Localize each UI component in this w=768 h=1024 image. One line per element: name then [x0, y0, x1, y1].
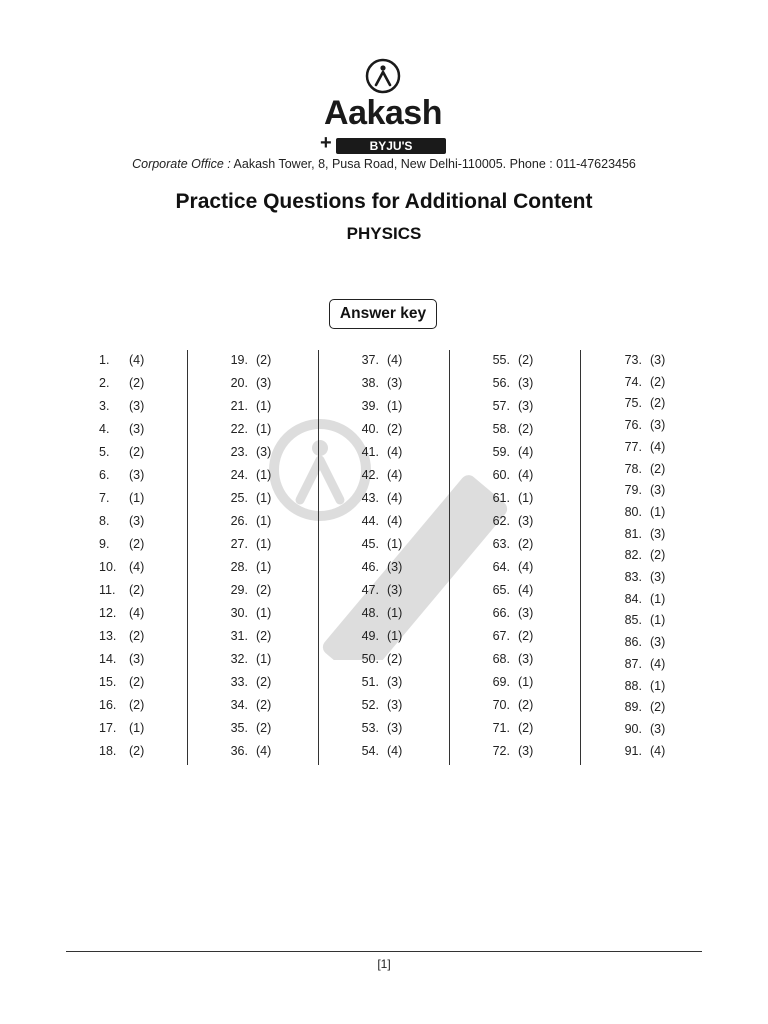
question-number: 13. — [99, 629, 117, 643]
answer-option: (3) — [518, 744, 534, 758]
answer-row — [355, 741, 402, 761]
question-number: 58. — [492, 422, 510, 436]
answer-row — [355, 672, 402, 692]
answer-option: (2) — [518, 422, 534, 436]
answer-option: (2) — [650, 700, 666, 715]
answer-option: (1) — [387, 399, 403, 413]
answer-option: (1) — [256, 399, 272, 413]
page-number: [1] — [377, 957, 391, 971]
question-number: 11. — [99, 583, 116, 597]
question-number: 34. — [230, 698, 248, 712]
answer-option: (2) — [129, 675, 145, 689]
answer-option: (1) — [129, 721, 145, 735]
answer-option: (3) — [256, 445, 272, 459]
question-number: 75. — [624, 396, 642, 411]
answer-option: (2) — [518, 353, 534, 367]
footer-divider — [66, 951, 702, 952]
answer-row — [355, 626, 402, 646]
question-number: 57. — [492, 399, 510, 413]
answer-option: (2) — [518, 537, 534, 551]
answer-option: (2) — [129, 744, 145, 758]
question-number: 37. — [361, 353, 379, 367]
answer-row — [618, 524, 665, 544]
question-number: 71. — [492, 721, 510, 735]
answer-row — [486, 419, 533, 439]
answer-row — [486, 557, 533, 577]
question-number: 19. — [230, 353, 248, 367]
question-number: 22. — [230, 422, 248, 436]
answer-option: (2) — [518, 698, 534, 712]
office-label: Corporate Office : — [132, 157, 231, 171]
answer-option: (1) — [387, 537, 403, 551]
question-number: 76. — [624, 418, 642, 433]
question-number: 77. — [624, 439, 642, 454]
answer-row — [99, 557, 144, 577]
answer-option: (4) — [129, 606, 145, 620]
question-number: 42. — [361, 468, 379, 482]
question-number: 62. — [492, 514, 510, 528]
page-title: Practice Questions for Additional Content — [175, 190, 593, 213]
answer-row — [224, 396, 271, 416]
answer-option: (2) — [256, 353, 272, 367]
answer-row — [99, 672, 144, 692]
answer-row — [618, 567, 665, 587]
question-number: 18. — [99, 744, 117, 758]
question-number: 64. — [492, 560, 510, 574]
answer-row — [486, 672, 533, 692]
answer-row — [486, 373, 533, 393]
answer-option: (3) — [518, 376, 534, 390]
answer-option: (3) — [518, 514, 534, 528]
question-number: 39. — [361, 399, 379, 413]
question-number: 61. — [492, 491, 510, 505]
answer-option: (4) — [387, 491, 403, 505]
question-number: 10. — [99, 560, 117, 574]
question-number: 63. — [492, 537, 510, 551]
answer-row — [355, 557, 402, 577]
answer-row — [618, 393, 665, 413]
question-number: 35. — [230, 721, 248, 735]
answer-option: (4) — [387, 744, 403, 758]
question-number: 28. — [230, 560, 248, 574]
question-number: 12. — [99, 606, 117, 620]
answer-row — [486, 350, 533, 370]
column-divider — [187, 350, 188, 765]
question-number: 81. — [624, 526, 642, 541]
answer-option: (3) — [650, 526, 666, 541]
answer-row — [618, 437, 665, 457]
answer-option: (3) — [129, 399, 145, 413]
question-number: 26. — [230, 514, 248, 528]
answer-row — [224, 511, 271, 531]
answer-row — [618, 372, 665, 392]
question-number: 67. — [492, 629, 510, 643]
answer-row — [618, 589, 665, 609]
answer-option: (1) — [256, 491, 272, 505]
answer-option: (2) — [256, 721, 272, 735]
answer-row — [99, 626, 144, 646]
answer-option: (2) — [256, 675, 272, 689]
answer-option: (3) — [387, 675, 403, 689]
question-number: 52. — [361, 698, 379, 712]
question-number: 60. — [492, 468, 510, 482]
answer-option: (3) — [129, 514, 145, 528]
answer-option: (3) — [650, 721, 666, 736]
answer-row — [99, 396, 144, 416]
column-divider — [449, 350, 450, 765]
answer-option: (2) — [256, 629, 272, 643]
answer-row — [486, 442, 533, 462]
answer-option: (2) — [129, 537, 145, 551]
answer-option: (1) — [256, 537, 272, 551]
question-number: 32. — [230, 652, 248, 666]
question-number: 87. — [624, 656, 642, 671]
answer-row — [99, 741, 144, 761]
question-number: 89. — [624, 700, 642, 715]
answer-option: (2) — [387, 652, 403, 666]
question-number: 9. — [99, 537, 110, 551]
answer-option: (3) — [518, 652, 534, 666]
answer-option: (3) — [387, 698, 403, 712]
question-number: 41. — [361, 445, 379, 459]
column-divider — [318, 350, 319, 765]
question-number: 7. — [99, 491, 110, 505]
corporate-office-line — [0, 157, 768, 171]
answer-option: (4) — [650, 656, 666, 671]
answer-row — [99, 511, 144, 531]
question-number: 59. — [492, 445, 510, 459]
answer-row — [99, 534, 144, 554]
answer-row — [618, 741, 665, 761]
answer-key-label: Answer key — [329, 299, 437, 329]
plus-icon: + — [320, 132, 332, 154]
answer-row — [224, 350, 271, 370]
answer-option: (1) — [129, 491, 145, 505]
question-number: 3. — [99, 399, 110, 413]
question-number: 79. — [624, 483, 642, 498]
answer-option: (3) — [650, 570, 666, 584]
answer-row — [618, 719, 665, 739]
answer-row — [618, 415, 665, 435]
answer-row — [224, 580, 271, 600]
answer-row — [355, 695, 402, 715]
answer-row — [224, 465, 271, 485]
answer-option: (4) — [518, 445, 534, 459]
question-number: 66. — [492, 606, 510, 620]
answer-option: (2) — [650, 396, 666, 411]
answer-option: (3) — [650, 635, 666, 650]
answer-row — [99, 373, 144, 393]
answer-row — [224, 695, 271, 715]
answer-row — [99, 649, 144, 669]
answer-option: (1) — [650, 613, 666, 628]
answer-row — [486, 626, 533, 646]
answer-row — [99, 580, 144, 600]
answer-option: (3) — [129, 468, 145, 482]
question-number: 80. — [624, 504, 642, 519]
answer-row — [486, 396, 533, 416]
question-number: 72. — [492, 744, 510, 758]
answer-row — [618, 654, 665, 674]
answer-option: (1) — [256, 560, 272, 574]
question-number: 85. — [624, 613, 642, 628]
answer-row — [355, 488, 402, 508]
answer-row — [355, 580, 402, 600]
aakash-logo — [318, 58, 448, 158]
answer-option: (3) — [387, 376, 403, 390]
question-number: 27. — [230, 537, 248, 551]
answer-option: (3) — [129, 422, 145, 436]
answer-option: (1) — [650, 678, 666, 693]
question-number: 4. — [99, 422, 110, 436]
question-number: 38. — [361, 376, 379, 390]
answer-row — [486, 511, 533, 531]
question-number: 43. — [361, 491, 379, 505]
answer-option: (4) — [387, 445, 403, 459]
answer-option: (3) — [387, 583, 403, 597]
question-number: 36. — [230, 744, 248, 758]
answer-row — [224, 603, 271, 623]
answer-row — [486, 488, 533, 508]
answer-row — [355, 350, 402, 370]
answer-row — [99, 442, 144, 462]
question-number: 20. — [230, 376, 248, 390]
answer-row — [355, 465, 402, 485]
question-number: 5. — [99, 445, 110, 459]
answer-option: (4) — [387, 468, 403, 482]
question-number: 88. — [624, 678, 642, 693]
logo-wordmark: Aakash — [324, 94, 442, 132]
answer-row — [486, 534, 533, 554]
question-number: 1. — [99, 353, 110, 367]
question-number: 54. — [361, 744, 379, 758]
answer-row — [224, 672, 271, 692]
question-number: 90. — [624, 721, 642, 736]
question-number: 29. — [230, 583, 248, 597]
answer-row — [224, 534, 271, 554]
question-number: 24. — [230, 468, 248, 482]
answer-row — [224, 741, 271, 761]
question-number: 30. — [230, 606, 248, 620]
question-number: 17. — [99, 721, 117, 735]
answer-option: (2) — [129, 698, 145, 712]
answer-row — [355, 534, 402, 554]
answer-row — [224, 488, 271, 508]
answer-row — [224, 718, 271, 738]
question-number: 74. — [624, 374, 642, 389]
question-number: 14. — [99, 652, 117, 666]
answer-row — [618, 350, 665, 370]
answer-row — [224, 442, 271, 462]
answer-option: (1) — [650, 504, 666, 519]
question-number: 73. — [624, 353, 642, 367]
answer-option: (1) — [518, 491, 534, 505]
answer-row — [618, 502, 665, 522]
answer-option: (2) — [129, 583, 145, 597]
answer-row — [486, 695, 533, 715]
answer-option: (3) — [129, 652, 145, 666]
answer-option: (1) — [256, 422, 272, 436]
answer-row — [618, 545, 665, 565]
answer-option: (1) — [650, 591, 666, 606]
question-number: 15. — [99, 675, 117, 689]
answer-option: (1) — [256, 606, 272, 620]
answer-option: (1) — [256, 514, 272, 528]
answer-row — [355, 649, 402, 669]
answer-row — [99, 465, 144, 485]
question-number: 8. — [99, 514, 110, 528]
answer-row — [355, 442, 402, 462]
question-number: 69. — [492, 675, 510, 689]
question-number: 6. — [99, 468, 110, 482]
byjus-badge: BYJU'S — [336, 138, 446, 154]
answer-row — [224, 373, 271, 393]
answer-option: (2) — [518, 721, 534, 735]
answer-row — [99, 350, 144, 370]
answer-row — [618, 459, 665, 479]
answer-row — [618, 676, 665, 696]
answer-option: (2) — [129, 445, 145, 459]
question-number: 2. — [99, 376, 110, 390]
answer-option: (2) — [387, 422, 403, 436]
answer-option: (4) — [129, 353, 145, 367]
question-number: 51. — [361, 675, 379, 689]
answer-row — [355, 511, 402, 531]
question-number: 46. — [361, 560, 379, 574]
answer-option: (1) — [256, 652, 272, 666]
answer-option: (3) — [650, 353, 666, 367]
question-number: 68. — [492, 652, 510, 666]
question-number: 48. — [361, 606, 379, 620]
answer-row — [355, 718, 402, 738]
answer-row — [618, 632, 665, 652]
answer-option: (4) — [387, 353, 403, 367]
answer-row — [99, 718, 144, 738]
answer-option: (3) — [650, 418, 666, 433]
answer-option: (3) — [650, 483, 666, 498]
answer-row — [224, 419, 271, 439]
answer-option: (3) — [518, 606, 534, 620]
question-number: 23. — [230, 445, 248, 459]
question-number: 33. — [230, 675, 248, 689]
question-number: 86. — [624, 635, 642, 650]
answer-option: (2) — [129, 376, 145, 390]
answer-option: (4) — [387, 514, 403, 528]
answer-row — [99, 603, 144, 623]
answer-option: (1) — [387, 606, 403, 620]
question-number: 16. — [99, 698, 117, 712]
question-number: 65. — [492, 583, 510, 597]
answer-option: (2) — [650, 461, 666, 476]
answer-option: (3) — [387, 560, 403, 574]
question-number: 47. — [361, 583, 379, 597]
answer-option: (2) — [650, 374, 666, 389]
question-number: 25. — [230, 491, 248, 505]
answer-row — [224, 557, 271, 577]
subject-heading: PHYSICS — [346, 224, 422, 243]
question-number: 44. — [361, 514, 379, 528]
question-number: 83. — [624, 570, 642, 584]
answer-option: (2) — [256, 583, 272, 597]
question-number: 55. — [492, 353, 510, 367]
answer-option: (1) — [518, 675, 534, 689]
question-number: 50. — [361, 652, 379, 666]
question-number: 78. — [624, 461, 642, 476]
answer-option: (3) — [256, 376, 272, 390]
answer-option: (4) — [518, 468, 534, 482]
answer-row — [486, 741, 533, 761]
answer-option: (2) — [129, 629, 145, 643]
aakash-emblem-icon — [365, 58, 401, 94]
answer-option: (2) — [518, 629, 534, 643]
answer-row — [486, 603, 533, 623]
answer-row — [99, 488, 144, 508]
question-number: 70. — [492, 698, 510, 712]
answer-row — [486, 580, 533, 600]
answer-row — [618, 480, 665, 500]
question-number: 31. — [230, 629, 248, 643]
answer-option: (1) — [387, 629, 403, 643]
answer-row — [99, 695, 144, 715]
question-number: 82. — [624, 548, 642, 563]
answer-row — [486, 465, 533, 485]
column-divider — [580, 350, 581, 765]
answer-row — [224, 626, 271, 646]
answer-row — [486, 718, 533, 738]
answer-row — [355, 373, 402, 393]
answer-option: (4) — [129, 560, 145, 574]
answer-option: (4) — [518, 583, 534, 597]
answer-option: (3) — [387, 721, 403, 735]
question-number: 91. — [624, 743, 642, 758]
answer-row — [99, 419, 144, 439]
question-number: 56. — [492, 376, 510, 390]
answer-option: (1) — [256, 468, 272, 482]
answer-option: (4) — [256, 744, 272, 758]
question-number: 21. — [230, 399, 248, 413]
answer-row — [355, 603, 402, 623]
answer-row — [355, 419, 402, 439]
answer-option: (2) — [650, 548, 666, 563]
answer-option: (4) — [650, 439, 666, 454]
answer-row — [355, 396, 402, 416]
question-number: 40. — [361, 422, 379, 436]
answer-row — [618, 610, 665, 630]
question-number: 53. — [361, 721, 379, 735]
answer-row — [618, 697, 665, 717]
answer-option: (2) — [256, 698, 272, 712]
answer-row — [486, 649, 533, 669]
answer-option: (4) — [650, 743, 666, 758]
office-address: Aakash Tower, 8, Pusa Road, New Delhi-110005. Phone : 011-47623456 — [230, 157, 636, 171]
answer-option: (3) — [518, 399, 534, 413]
question-number: 45. — [361, 537, 379, 551]
answer-option: (4) — [518, 560, 534, 574]
question-number: 49. — [361, 629, 379, 643]
question-number: 84. — [624, 591, 642, 606]
answer-row — [224, 649, 271, 669]
